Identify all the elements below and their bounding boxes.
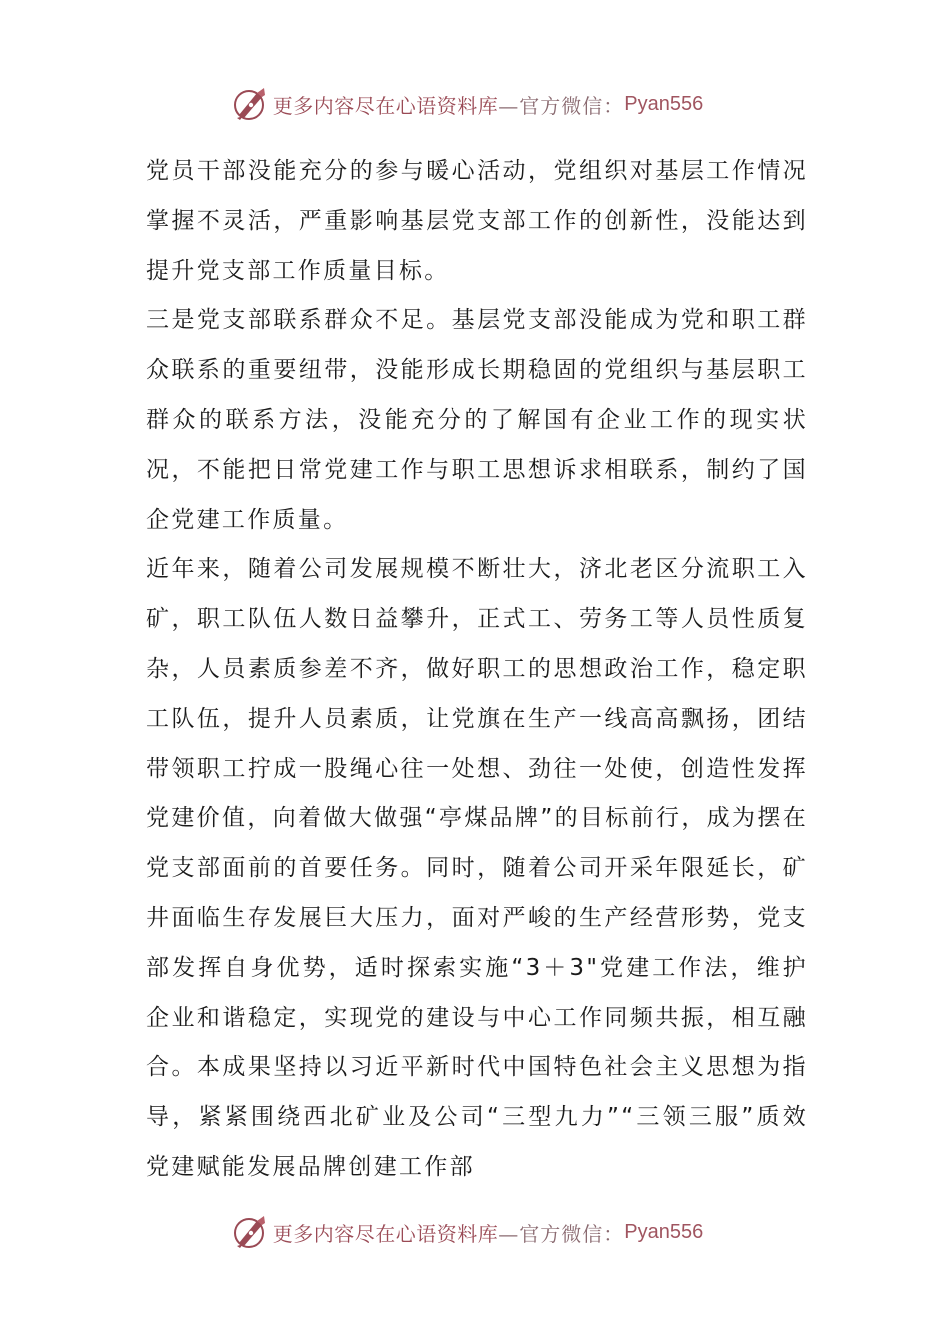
watermark-wechat-id: Pyan556: [624, 92, 704, 115]
paragraph-2: 三是党支部联系群众不足。基层党支部没能成为党和职工群众联系的重要纽带，没能形成长期稳固的党组织与基层职工群众的联系方法，没能充分的了解国有企业工作的现实状况，不能把日常党建工作与职工思想诉求相联系，制约了国企党建工作质量。: [146, 307, 808, 533]
header-watermark-content: [231, 85, 703, 123]
pen-nib-logo-icon: [231, 85, 269, 123]
pen-nib-logo-icon: [231, 1213, 269, 1251]
document-body: [146, 147, 808, 1193]
watermark-sub-text: —官方微信：: [498, 1221, 625, 1246]
footer-watermark-content: [231, 1213, 703, 1251]
paragraph-1: 党员干部没能充分的参与暖心活动，党组织对基层工作情况掌握不灵活，严重影响基层党支部工作的创新性，没能达到提升党支部工作质量目标。: [146, 158, 808, 284]
header-watermark-banner: [0, 84, 950, 124]
paragraph-3: 近年来，随着公司发展规模不断壮大，济北老区分流职工入矿，职工队伍人数日益攀升，正式工、劳务工等人员性质复杂，人员素质参差不齐，做好职工的思想政治工作，稳定职工队伍，提升人员素质，让党旗在生产一线高高飘扬，团结带领职工拧成一股绳心往一处想、劲往一处使，创造性发挥党建价值，向着做大做强“亭煤品牌”的目标前行，成为摆在党支部面前的首要任务。同时，随着公司开采年限延长，矿井面临生存发展巨大压力，面对严峻的生产经营形势，党支部发挥自身优势，适时探索实施“3＋3"党建工作法，维护企业和谐稳定，实现党的建设与中心工作同频共振，相互融合。本成果坚持以习近平新时代中国特色社会主义思想为指导，紧紧围绕西北矿业及公司“三型九力”“三领三服”质效党建赋能发展品牌创建工作部: [146, 556, 808, 1180]
watermark-main-text: 更多内容尽在心语资料库: [272, 1221, 499, 1246]
watermark-main-text: 更多内容尽在心语资料库: [272, 93, 499, 118]
watermark-wechat-id: Pyan556: [624, 1220, 704, 1243]
watermark-sub-text: —官方微信：: [498, 93, 625, 118]
footer-watermark-banner: [0, 1212, 950, 1252]
